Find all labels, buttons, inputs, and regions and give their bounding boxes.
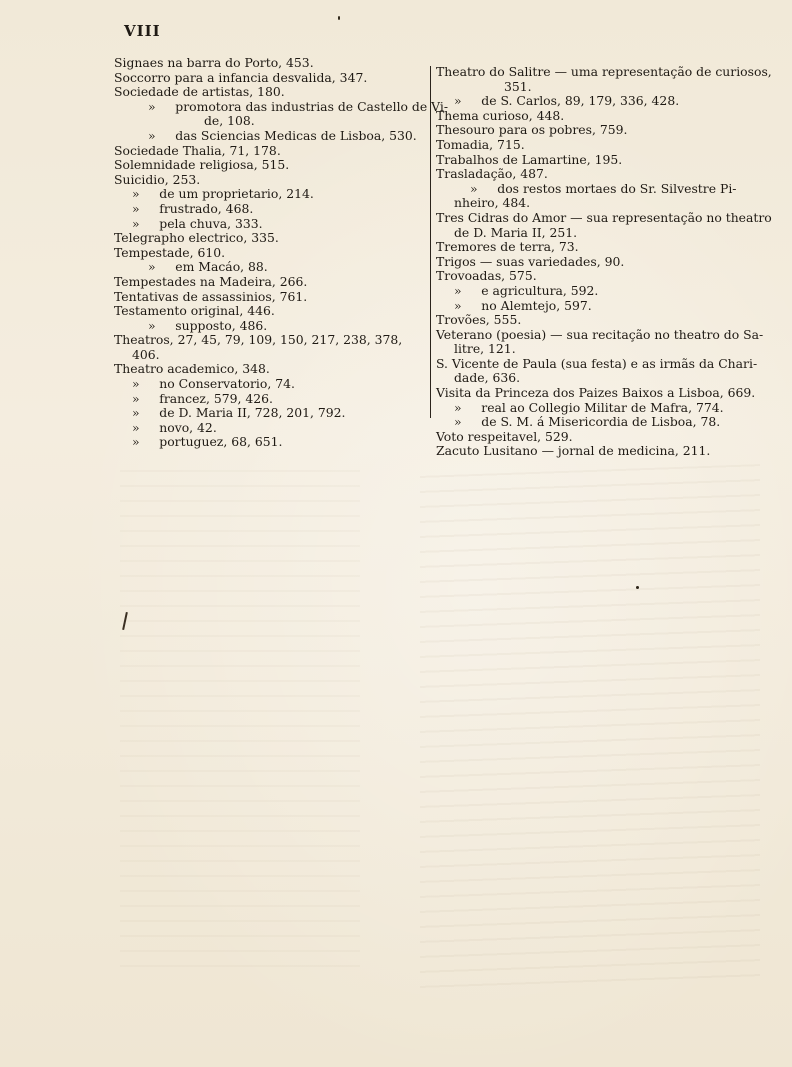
index-entry: S. Vicente de Paula (sua festa) e as irmãs da Chari- [436, 355, 758, 371]
index-continuation: 351. [504, 78, 532, 94]
index-subentry: » de S. M. á Misericordia de Lisboa, 78. [454, 414, 721, 430]
index-entry: Theatro academico, 348. [114, 361, 270, 377]
index-subentry: » das Sciencias Medicas de Lisboa, 530. [148, 127, 417, 143]
index-continuation: de D. Maria II, 251. [454, 224, 578, 240]
index-entry: Sociedade Thalia, 71, 178. [114, 142, 281, 158]
index-subentry: » de um proprietario, 214. [132, 186, 314, 202]
index-column-right [436, 64, 772, 459]
index-entry: Tempestades na Madeira, 266. [114, 273, 308, 289]
index-entry: Veterano (poesia) — sua recitação no theatro do Sa- [436, 326, 764, 342]
index-subentry: » novo, 42. [132, 419, 217, 435]
index-subentry: » francez, 579, 426. [132, 390, 273, 406]
index-entry: Signaes na barra do Porto, 453. [114, 55, 314, 70]
index-column-left [114, 55, 449, 450]
ink-speck [636, 586, 639, 589]
index-subentry: » de D. Maria II, 728, 201, 792. [132, 405, 346, 421]
index-entry: Voto respeitavel, 529. [436, 428, 573, 444]
index-entry: Thema curioso, 448. [436, 107, 565, 123]
index-subentry: » promotora das industrias de Castello de Vi- [148, 98, 449, 114]
index-subentry: » dos restos mortaes do Sr. Silvestre Pi- [470, 180, 737, 196]
index-entry: Tomadia, 715. [436, 136, 525, 152]
index-subentry: » supposto, 486. [148, 317, 268, 333]
index-continuation: 406. [132, 346, 160, 362]
index-entry: Trasladação, 487. [436, 166, 548, 182]
ink-speck [338, 16, 340, 20]
index-continuation: litre, 121. [454, 341, 516, 357]
index-subentry: » portuguez, 68, 651. [132, 434, 283, 450]
bleed-through-text [420, 464, 760, 996]
index-entry: Solemnidade religiosa, 515. [114, 157, 290, 173]
index-entry: Testamento original, 446. [114, 303, 275, 319]
index-entry: Trovões, 555. [436, 312, 522, 328]
index-entry: Telegrapho electrico, 335. [114, 230, 279, 246]
index-entry: Trigos — suas variedades, 90. [436, 253, 625, 269]
index-entry: Zacuto Lusitano — jornal de medicina, 211. [436, 443, 711, 459]
index-entry: Soccorro para a infancia desvalida, 347. [114, 69, 368, 85]
index-entry: Tempestade, 610. [114, 244, 226, 260]
index-entry: Trabalhos de Lamartine, 195. [436, 151, 623, 167]
index-entry: Trovoadas, 575. [436, 268, 537, 284]
index-entry: Suicidio, 253. [114, 171, 201, 187]
index-continuation: dade, 636. [454, 370, 521, 386]
index-subentry: » real ao Collegio Militar de Mafra, 774. [454, 399, 724, 415]
index-entry: Thesouro para os pobres, 759. [436, 122, 628, 138]
index-subentry: » frustrado, 468. [132, 200, 254, 216]
index-subentry: » de S. Carlos, 89, 179, 336, 428. [454, 93, 680, 109]
column-divider [430, 66, 431, 418]
page-number: VIII [124, 22, 161, 40]
index-subentry: » no Alemtejo, 597. [454, 297, 592, 313]
index-subentry: » pela chuva, 333. [132, 215, 263, 231]
index-entry: Tentativas de assassinios, 761. [114, 288, 308, 304]
index-entry: Theatros, 27, 45, 79, 109, 150, 217, 238, 378, [114, 332, 403, 348]
index-continuation: de, 108. [204, 113, 255, 129]
index-subentry: » no Conservatorio, 74. [132, 376, 295, 392]
index-continuation: nheiro, 484. [454, 195, 531, 211]
index-entry: Sociedade de artistas, 180. [114, 84, 285, 100]
index-entry: Tres Cidras do Amor — sua representação no theatro [436, 209, 772, 225]
index-entry: Tremores de terra, 73. [436, 239, 579, 255]
index-entry: Theatro do Salitre — uma representação de curiosos, [436, 64, 772, 79]
bleed-through-text-left [120, 470, 360, 970]
index-subentry: » em Macáo, 88. [148, 259, 268, 275]
index-entry: Visita da Princeza dos Paizes Baixos a Lisboa, 669. [436, 385, 756, 401]
index-subentry: » e agricultura, 592. [454, 282, 599, 298]
